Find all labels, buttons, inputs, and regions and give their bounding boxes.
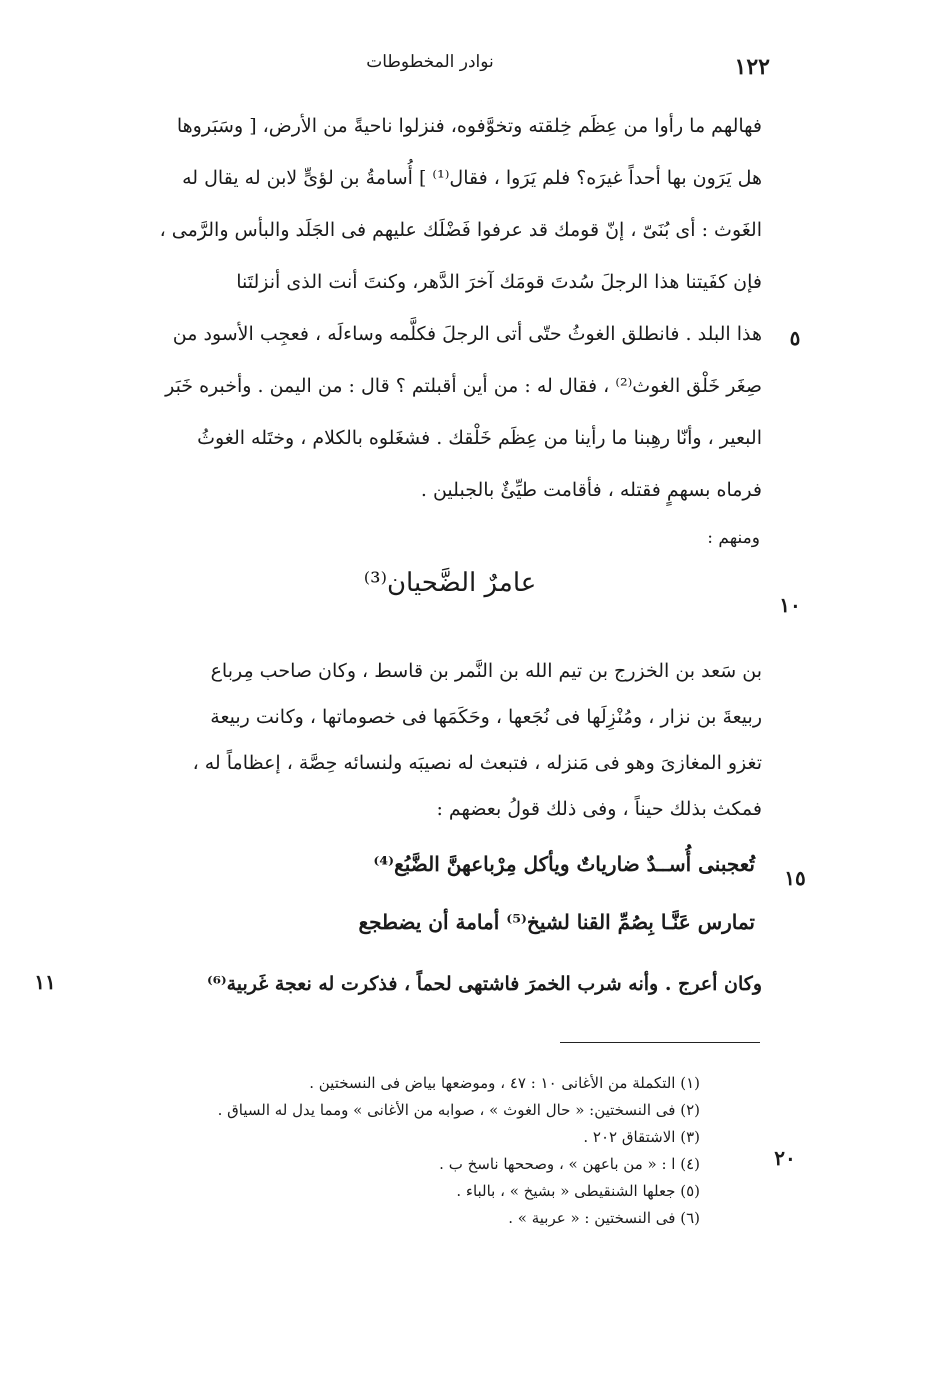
poem-verse: تُعجبنى أُســدٌ ضارياتٌ ويأكل مِرْباعهنَّ الضَّبُع⁽⁴⁾: [373, 852, 755, 876]
section-intro: ومنهم :: [707, 528, 760, 548]
line-number-10: ١٠: [779, 593, 801, 617]
text-line: فمكث بذلك حيناً ، وفى ذلك قولُ بعضهم :: [436, 798, 762, 820]
footnote: (٣) الاشتقاق ٢٠٢ .: [583, 1128, 700, 1146]
section-heading: عامرٌ الضَّحيان⁽³⁾: [363, 568, 537, 598]
line-number-15: ١٥: [784, 866, 806, 890]
paragraph-amir-dahyan: [100, 645, 762, 845]
text-line: صِغَر خَلْق الغوث⁽²⁾ ، فقال له : من أين أقبلتم ؟ قال : من اليمن . وأخبره خَبَر: [165, 375, 762, 397]
footnotes: [120, 1070, 700, 1232]
text-line: فرماه بسهمٍ فقتله ، فأقامت طيِّئٌ بالجبلين .: [420, 479, 762, 501]
paragraph-continuation: [100, 958, 762, 1010]
page-number: ١٢٢: [734, 54, 770, 80]
line-number-11: ١١: [34, 970, 56, 994]
footnote-divider: [560, 1042, 760, 1043]
footnote: (٤) ا : « من باعهن » ، وصححها ناسخ ب .: [439, 1155, 700, 1173]
poem-verse: تمارس عَنَّـا بِصُمِّ القنا لشيخ⁽⁵⁾ أمامة أن يضطجع: [358, 910, 755, 934]
text-line: الغَوث : أى بُنَىّ ، إنّ قومك قد عرفوا فَضْلَك عليهم فى الجَلَد والبأس والرَّمى ،: [159, 219, 762, 241]
footnote: (١) التكملة من الأغانى ١٠ : ٤٧ ، وموضعها بياض فى النسختين .: [309, 1074, 700, 1092]
footnote: (٢) فى النسختين: « حال الغوث » ، صوابه من الأغانى » ومما يدل له السياق .: [217, 1101, 700, 1119]
footnote: (٥) جعلها الشنقيطى « بشيخ » ، بالباء .: [456, 1182, 700, 1200]
text-line: تغزو المغازىَ وهو فى مَنزله ، فتبعث له نصيبَه ولنسائه حِصَّة ، إعظاماً له ،: [192, 752, 762, 774]
text-line: البعير ، وأنّا رهِبنا ما رأينا من عِظَم خَلْقك . فشغَلوه بالكلام ، وختَله الغوثُ: [197, 427, 762, 449]
line-number-20: ٢٠: [774, 1146, 796, 1170]
text-line: هذا البلد . فانطلق الغوثُ حتّى أتى الرجلَ فكلَّمه وساءلَه ، فعجِب الأسود من: [172, 323, 762, 345]
text-line: فإن كفَيتنا هذا الرجلَ سُدتَ قومَك آخرَ الدَّهر، وكنتَ أنت الذى أنزلتَنا: [236, 271, 762, 293]
text-line: فهالهم ما رأوا من عِظَم خِلقته وتخوَّفوه، فنزلوا ناحيةً من الأرض، [ وسَبَروها: [176, 115, 762, 137]
text-line: بن سَعد بن الخزرج بن تيم الله بن النَّمر بن قاسط ، وكان صاحب مِرباع: [210, 660, 762, 682]
text-line: ربيعةَ بن نزار ، ومُنْزِلَها فى نُجَعها ، وحَكَمَها فى خصوماتها ، وكانت ربيعة: [210, 706, 762, 728]
text-line: هل يَرَون بها أحداً غيرَه؟ فلم يَرَوا ، فقال⁽¹⁾ ] أُسامةُ بن لؤىٍّ لابن له يقال له: [182, 167, 762, 189]
paragraph-aswad-story: [100, 100, 762, 520]
running-header-title: نوادر المخطوطات: [366, 52, 494, 72]
text-line: وكان أعرج . وأنه شرب الخمرَ فاشتهى لحماً ، فذكرت له نعجة غَربية⁽⁶⁾: [206, 973, 762, 995]
footnote: (٦) فى النسختين : « عربية » .: [508, 1209, 700, 1227]
line-number-5: ٥: [789, 326, 801, 350]
